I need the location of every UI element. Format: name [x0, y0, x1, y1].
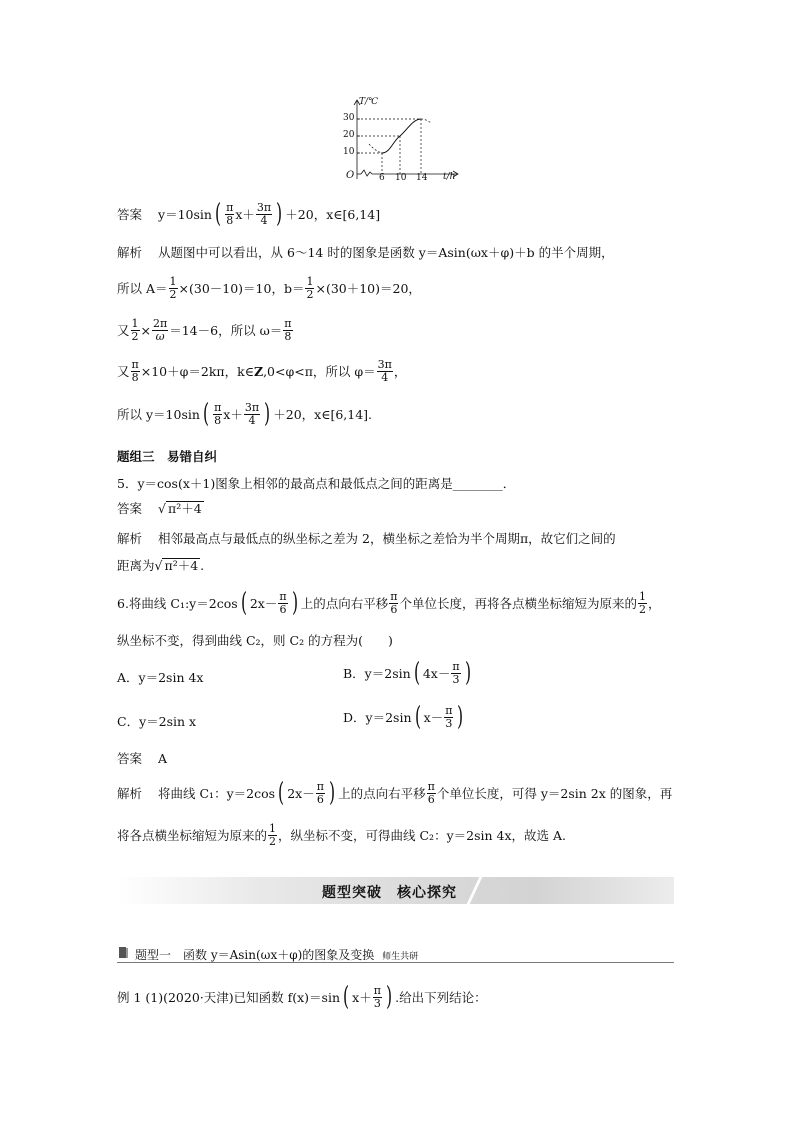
q6-analysis-line2: 将各点横坐标缩短为原来的 $\frac{1}{2}$ ，纵坐标不变，可得曲线 C₂：y＝2sin 4x，故选 A. [117, 822, 566, 848]
q4-analysis-line1: 解析 从题图中可以看出，从 6～14 时的图象是函数 y＝Asin(ωx＋φ)＋b 的半个周期， [117, 245, 614, 260]
example1-line: 例 1 (1)(2020·天津)已知函数 f(x)＝sin ( x＋ $\frac{\pi}{3}$ ) .给出下列结论： [117, 982, 487, 1012]
type1-underline [117, 962, 674, 963]
q6-option-a: A．y＝2sin 4x [117, 670, 204, 685]
y-tick: 20 [343, 130, 355, 140]
x-axis-label: t/h [443, 172, 456, 182]
x-tick: 14 [416, 173, 428, 183]
q6-question-line1: 6.将曲线 C₁:y＝2cos ( 2x－ $\frac{\pi}{6}$ ) 上的点向右平移 $\frac{\pi}{6}$ 个单位长度，再将各点横坐标缩短为原来的 $\frac{1}{2}$ ， [117, 588, 661, 618]
origin-label: O [346, 170, 355, 181]
q6-option-d: D．y＝2sin ( x－ $\frac{\pi}{3}$ ) [343, 702, 464, 732]
y-axis-label: T/℃ [359, 97, 379, 107]
x-tick: 6 [379, 173, 385, 183]
q4-analysis-line4: 又 $\frac{\pi}{8}$ ×10＋φ＝2kπ，k∈ Z ,0<φ<π，所以 φ＝ $\frac{3\pi}{4}$ ， [117, 358, 407, 384]
q6-question-line2: 纵坐标不变，得到曲线 C₂，则 C₂ 的方程为( ) [117, 633, 393, 648]
book-icon [118, 946, 129, 959]
type1-tag: 师生共研 [382, 952, 419, 962]
section-title: 题型突破 核心探究 [322, 885, 457, 901]
type1-title: 题型一 函数 y＝Asin(ωx＋φ)的图象及变换 师生共研 [135, 948, 419, 962]
q4-answer: 答案 y＝10sin ( $\frac{\pi}{8}$ x＋ $\frac{3\pi}{4}$ ) ＋20，x∈[6,14] [117, 199, 381, 229]
q6-option-c: C．y＝2sin x [117, 714, 197, 729]
q5-analysis-line1: 解析 相邻最高点与最低点的纵坐标之差为 2，横坐标之差恰为半个周期π，故它们之间的 [117, 531, 616, 546]
curve [382, 119, 421, 153]
q4-analysis-line2: 所以 A＝ $\frac{1}{2}$ ×(30－10)＝10，b＝ $\frac{1}{2}$ ×(30＋10)＝20， [117, 275, 421, 301]
q6-analysis-line1: 解析 将曲线 C₁：y＝2cos ( 2x－ $\frac{\pi}{6}$ ) 上的点向右平移 $\frac{\pi}{6}$ 个单位长度，可得 y＝2sin 2x 的图象，再 [117, 778, 673, 808]
group3-title: 题组三 易错自纠 [117, 449, 218, 464]
q5-question: 5．y＝cos(x＋1)图象上相邻的最高点和最低点之间的距离是________． [117, 476, 516, 491]
y-tick: 10 [343, 147, 355, 157]
q5-answer: 答案 √ π²＋4 [117, 500, 202, 516]
q6-option-b: B．y＝2sin ( 4x－ $\frac{\pi}{3}$ ) [343, 658, 471, 688]
q5-analysis-line2: 距离为 √ π²＋4 . [117, 557, 205, 573]
q4-analysis-line5: 所以 y＝10sin ( $\frac{\pi}{8}$ x＋ $\frac{3\pi}{4}$ ) ＋20，x∈[6,14]. [117, 399, 373, 429]
q4-analysis-line3: 又 $\frac{1}{2}$ × $\frac{2\pi}{\omega}$ ＝14－6，所以 ω＝ $\frac{\pi}{8}$ [117, 317, 292, 343]
y-tick: 30 [343, 113, 355, 123]
x-tick: 10 [395, 173, 407, 183]
q6-answer: 答案 A [117, 750, 168, 766]
